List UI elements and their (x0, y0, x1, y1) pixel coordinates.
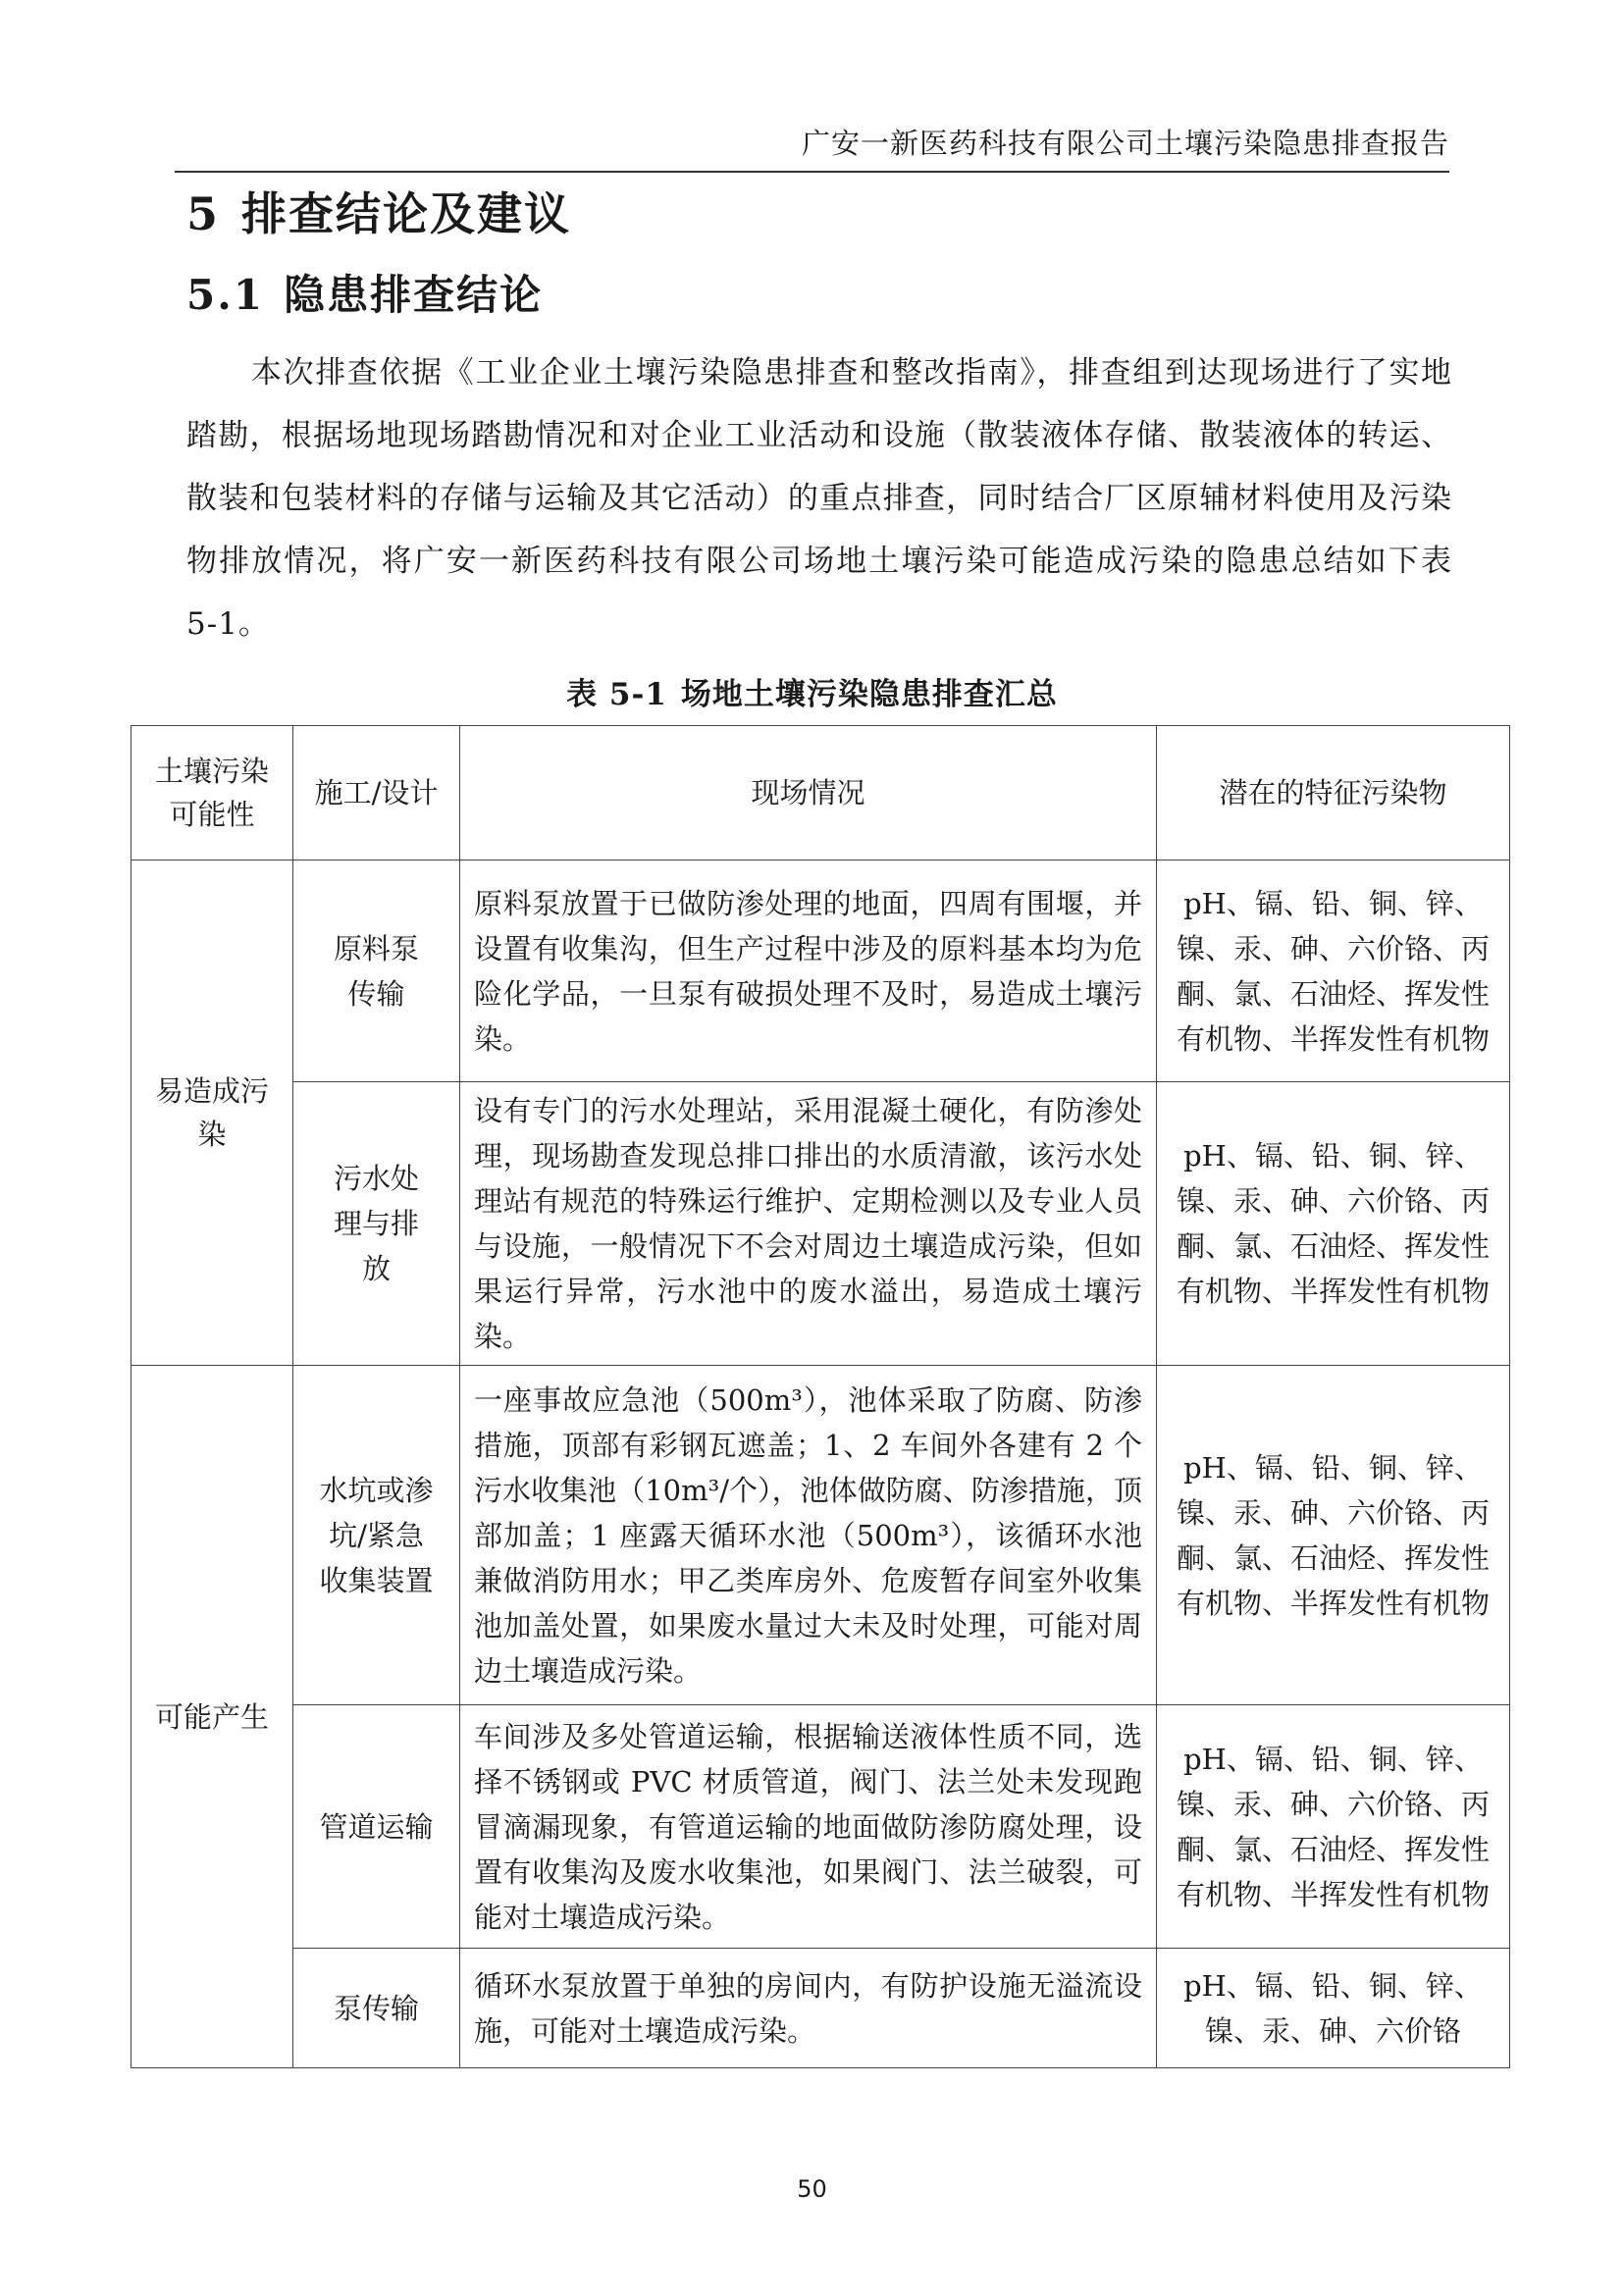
hazard-summary-table (131, 725, 1510, 2068)
table-caption (0, 669, 1624, 713)
pollutants-cell: pH、镉、铅、铜、锌、镍、汞、砷、六价铬、丙酮、氯、石油烃、挥发性有机物、半挥发性有机物 (1157, 1082, 1510, 1366)
subsection-number: 5.1 (186, 271, 265, 319)
work-cell: 污水处理与排放 (293, 1082, 460, 1366)
table-caption-number: 表 5-1 (566, 677, 667, 712)
running-header: 广安一新医药科技有限公司土壤污染隐患排查报告 (801, 127, 1449, 160)
table-row (131, 1705, 1510, 1949)
body-paragraph: 本次排查依据《工业企业土壤污染隐患排查和整改指南》，排查组到达现场进行了实地踏勘，根据场地现场踏勘情况和对企业工业活动和设施（散装液体存储、散装液体的转运、散装和包装材料的存储与运输及其它活动）的重点排查，同时结合厂区原辅材料使用及污染物排放情况，将广安一新医药科技有限公司场地土壤污染可能造成污染的隐患总结如下表 5-1。 (186, 355, 1452, 642)
pollutants-cell: pH、镉、铅、铜、锌、镍、汞、砷、六价铬、丙酮、氯、石油烃、挥发性有机物、半挥发性有机物 (1157, 1366, 1510, 1705)
header-risk-line1: 土壤污染 (154, 755, 269, 788)
subsection-heading (186, 263, 543, 322)
header-risk (131, 726, 293, 861)
risk-cell: 可能产生 (131, 1366, 293, 2068)
section-title: 排查结论及建议 (241, 187, 572, 240)
table-row (131, 861, 1510, 1082)
pollutants-cell: pH、镉、铅、铜、锌、镍、汞、砷、六价铬、丙酮、氯、石油烃、挥发性有机物、半挥发性有机物 (1157, 861, 1510, 1082)
work-cell: 管道运输 (293, 1705, 460, 1949)
table-row (131, 1949, 1510, 2068)
section-number: 5 (186, 187, 221, 240)
section-heading (186, 179, 571, 243)
pollutants-cell: pH、镉、铅、铜、锌、镍、汞、砷、六价铬 (1157, 1949, 1510, 2068)
header-desc: 现场情况 (460, 726, 1157, 861)
desc-cell: 车间涉及多处管道运输，根据输送液体性质不同，选择不锈钢或 PVC 材质管道，阀门、法兰处未发现跑冒滴漏现象，有管道运输的地面做防渗防腐处理，设置有收集沟及废水收集池，如果阀门、法兰破裂，可能对土壤造成污染。 (460, 1705, 1157, 1949)
header-work: 施工/设计 (293, 726, 460, 861)
risk-cell: 易造成污染 (131, 861, 293, 1366)
desc-cell: 一座事故应急池（500m³），池体采取了防腐、防渗措施，顶部有彩钢瓦遮盖；1、2 车间外各建有 2 个污水收集池（10m³/个），池体做防腐、防渗措施，顶部加盖；1 座露天循环水池（500m³），该循环水池兼做消防用水；甲乙类库房外、危废暂存间室外收集池加盖处置，如果废水量过大未及时处理，可能对周边土壤造成污染。 (460, 1366, 1157, 1705)
work-cell: 泵传输 (293, 1949, 460, 2068)
header-risk-line2: 可能性 (169, 798, 255, 831)
table-header-row (131, 726, 1510, 861)
table-row (131, 1366, 1510, 1705)
subsection-title: 隐患排查结论 (284, 271, 544, 319)
header-pollutants: 潜在的特征污染物 (1157, 726, 1510, 861)
work-cell: 水坑或渗坑/紧急收集装置 (293, 1366, 460, 1705)
desc-cell: 设有专门的污水处理站，采用混凝土硬化，有防渗处理，现场勘查发现总排口排出的水质清澈，该污水处理站有规范的特殊运行维护、定期检测以及专业人员与设施，一般情况下不会对周边土壤造成污染，但如果运行异常，污水池中的废水溢出，易造成土壤污染。 (460, 1082, 1157, 1366)
table-row (131, 1082, 1510, 1366)
table-caption-title: 场地土壤污染隐患排查汇总 (680, 677, 1058, 712)
header-rule (175, 171, 1449, 173)
work-cell: 原料泵传输 (293, 861, 460, 1082)
desc-cell: 原料泵放置于已做防渗处理的地面，四周有围堰，并设置有收集沟，但生产过程中涉及的原料基本均为危险化学品，一旦泵有破损处理不及时，易造成土壤污染。 (460, 861, 1157, 1082)
page-number: 50 (797, 2175, 827, 2203)
desc-cell: 循环水泵放置于单独的房间内，有防护设施无溢流设施，可能对土壤造成污染。 (460, 1949, 1157, 2068)
pollutants-cell: pH、镉、铅、铜、锌、镍、汞、砷、六价铬、丙酮、氯、石油烃、挥发性有机物、半挥发性有机物 (1157, 1705, 1510, 1949)
